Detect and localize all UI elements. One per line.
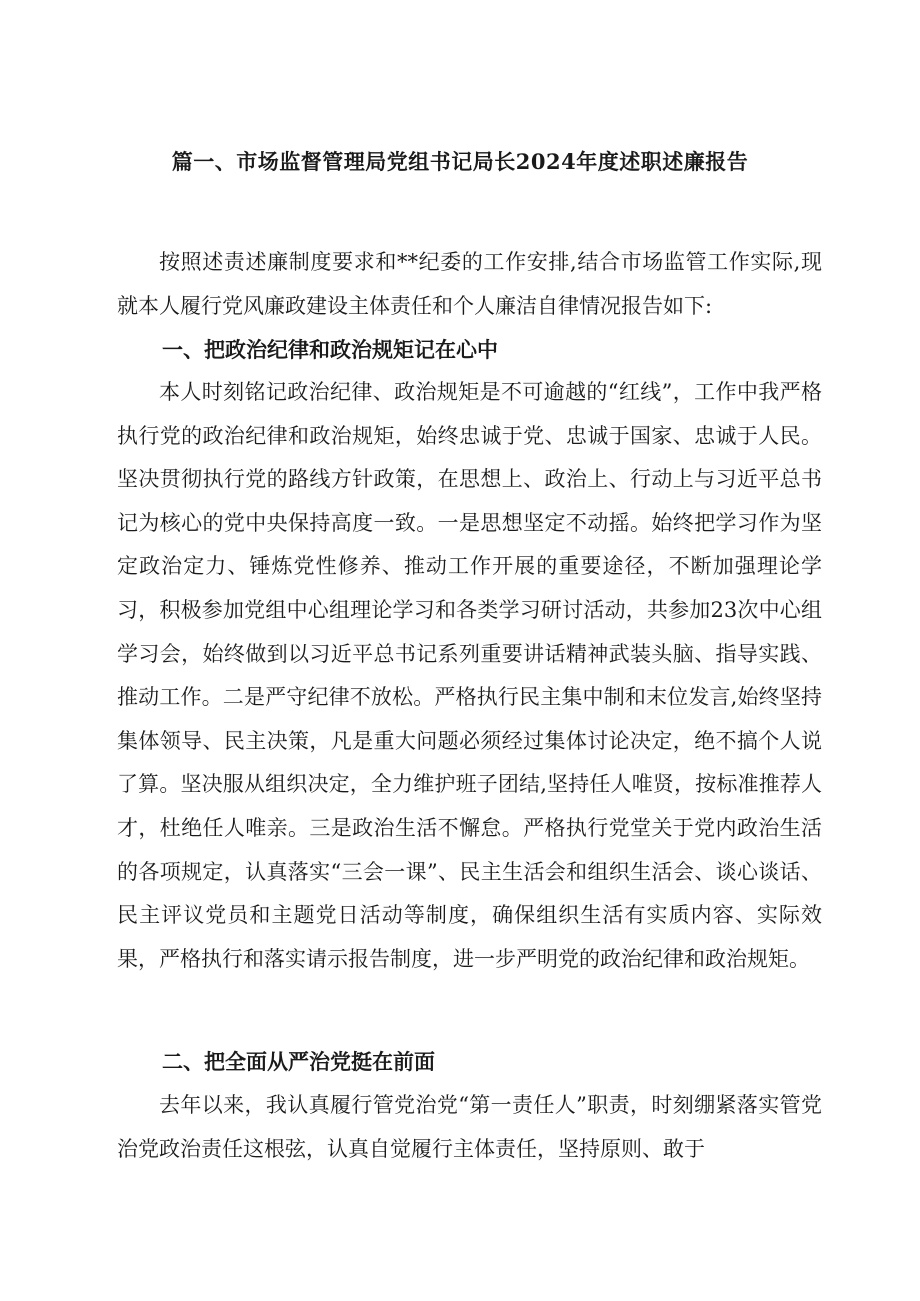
intro-paragraph: 按照述责述廉制度要求和**纪委的工作安排,结合市场监管工作实际,现就本人履行党风廉政建设主体责任和个人廉洁自律情况报告如下: xyxy=(117,250,822,318)
section-heading-1: 一、把政治纪律和政治规矩记在心中 xyxy=(162,337,498,362)
section-heading-2: 二、把全面从严治党挺在前面 xyxy=(162,1049,435,1074)
section-paragraph-2: 去年以来，我认真履行管党治党“第一责任人”职责，时刻绷紧落实管党治党政治责任这根弦，认真自觉履行主体责任，坚持原则、敢于 xyxy=(117,1093,822,1161)
document-title: 篇一、市场监督管理局党组书记局长2024年度述职述廉报告 xyxy=(171,149,749,174)
section-paragraph-1: 本人时刻铭记政治纪律、政治规矩是不可逾越的“红线”，工作中我严格执行党的政治纪律和政治规矩，始终忠诚于党、忠诚于国家、忠诚于人民。坚决贯彻执行党的路线方针政策，在思想上、政治上、行动上与习近平总书记为核心的党中央保持高度一致。一是思想坚定不动摇。始终把学习作为坚定政治定力、锤炼党性修养、推动工作开展的重要途径，不断加强理论学习，积极参加党组中心组理论学习和各类学习研讨活动，共参加23次中心组学习会，始终做到以习近平总书记系列重要讲话精神武装头脑、指导实践、推动工作。二是严守纪律不放松。严格执行民主集中制和末位发言,始终坚持集体领导、民主决策，凡是重大问题必须经过集体讨论决定，绝不搞个人说了算。坚决服从组织决定，全力维护班子团结,坚持任人唯贤，按标准推荐人才，杜绝任人唯亲。三是政治生活不懈怠。严格执行党堂关于党内政治生活的各项规定，认真落实“三会一课”、民主生活会和组织生活会、谈心谈话、民主评议党员和主题党日活动等制度，确保组织生活有实质内容、实际效果，严格执行和落实请示报告制度，进一步严明党的政治纪律和政治规矩。 xyxy=(117,380,822,971)
